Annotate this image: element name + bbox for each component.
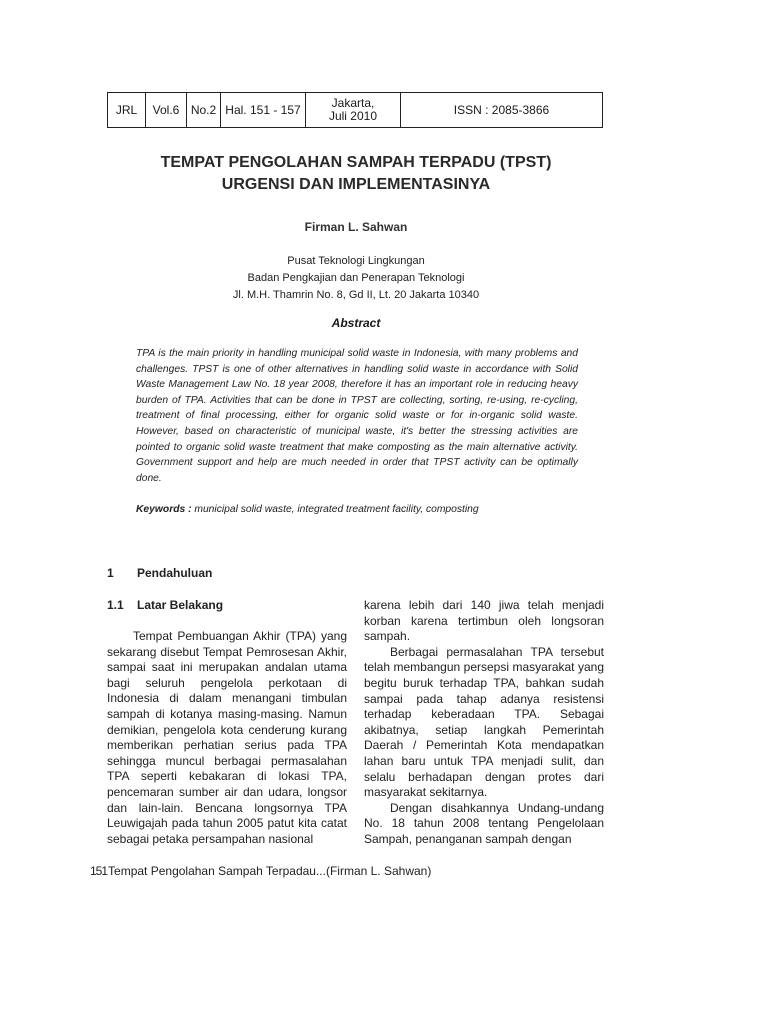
section-number: 1 (107, 566, 114, 580)
title-line-2: URGENSI DAN IMPLEMENTASINYA (221, 176, 491, 193)
paragraph: karena lebih dari 140 jiwa telah menjadi korban karena tertimbun oleh longsoran sampah. (364, 598, 604, 644)
page-footer (90, 864, 431, 878)
place-date (306, 93, 401, 128)
date: Juli 2010 (328, 109, 378, 123)
issn: ISSN : 2085-3866 (401, 93, 603, 128)
journal-name: JRL (108, 93, 146, 128)
affiliation (100, 253, 612, 304)
affiliation-line-3: Jl. M.H. Thamrin No. 8, Gd II, Lt. 20 Jakarta 10340 (232, 289, 480, 301)
paragraph: Tempat Pembuangan Akhir (TPA) yang sekarang disebut Tempat Pemrosesan Akhir, sampai saat ini merupakan andalan utama bagi seluruh pengelola perkotaan di Indonesia di dalam menangani timbulan sampah di kotanya masing-masing. Namun demikian, pengelola kota cenderung kurang memberikan perhatian serius pada TPA sehingga muncul berbagai permasalahan TPA seperti kebakaran di lokasi TPA, pencemaran sumber air dan udara, longsor dan lain-lain. Bencana longsornya TPA Leuwigajah pada tahun 2005 patut kita catat sebagai petaka persampahan nasional (107, 629, 347, 846)
running-title: Tempat Pengolahan Sampah Terpadau...(Firman L. Sahwan) (108, 864, 432, 878)
affiliation-line-2: Badan Pengkajian dan Penerapan Teknologi (247, 272, 465, 284)
left-column (107, 629, 347, 847)
subsection-heading-1-1 (107, 598, 223, 612)
keywords-text: municipal solid waste, integrated treatment facility, composting (191, 504, 479, 515)
issue-number: No.2 (187, 93, 221, 128)
abstract-text: TPA is the main priority in handling municipal solid waste in Indonesia, with many problems and challenges. TPST is one of other alternatives in handling solid waste in accordance with Solid Waste Management Law No. 18 year 2008, therefore it has an important role in reducing heavy burden of TPA. Activities that can be done in TPST are collecting, sorting, re-using, re-cycling, treatment of final processing, either for organic solid waste or for in-organic solid waste. However, based on characteristic of municipal waste, it's better the stressing activities are pointed to organic solid waste treatment that make composting as the main alternative activity. Government support and help are much needed in order that TPST activity can be optimally done. (136, 348, 578, 484)
page-number: 151 (90, 864, 108, 878)
author: Firman L. Sahwan (304, 220, 408, 234)
place: Jakarta, (331, 96, 375, 110)
right-column (364, 598, 604, 848)
keywords (136, 504, 586, 515)
abstract-heading: Abstract (331, 316, 381, 330)
volume: Vol.6 (146, 93, 187, 128)
page-range: Hal. 151 - 157 (221, 93, 306, 128)
section-title: Pendahuluan (137, 566, 213, 580)
paper-title (100, 152, 612, 196)
keywords-label: Keywords : (136, 504, 192, 515)
affiliation-line-1: Pusat Teknologi Lingkungan (287, 255, 425, 267)
section-heading-1 (107, 566, 212, 580)
journal-header-table (107, 92, 603, 128)
subsection-number: 1.1 (107, 598, 124, 612)
subsection-title: Latar Belakang (137, 598, 224, 612)
title-line-1: TEMPAT PENGOLAHAN SAMPAH TERPADU (TPST) (160, 154, 552, 171)
paragraph: Berbagai permasalahan TPA tersebut telah membangun persepsi masyarakat yang begitu buruk terhadap TPA, bahkan sudah sampai pada tahap adanya resistensi terhadap keberadaan TPA. Sebagai akibatnya, setiap langkah Pemerintah Daerah / Pemerintah Kota mendapatkan lahan baru untuk TPA menjadi sulit, dan selalu berhadapan dengan protes dari masyarakat sekitarnya. (364, 644, 604, 800)
paragraph: Dengan disahkannya Undang-undang No. 18 tahun 2008 tentang Pengelolaan Sampah, penanganan sampah dengan (364, 800, 604, 846)
